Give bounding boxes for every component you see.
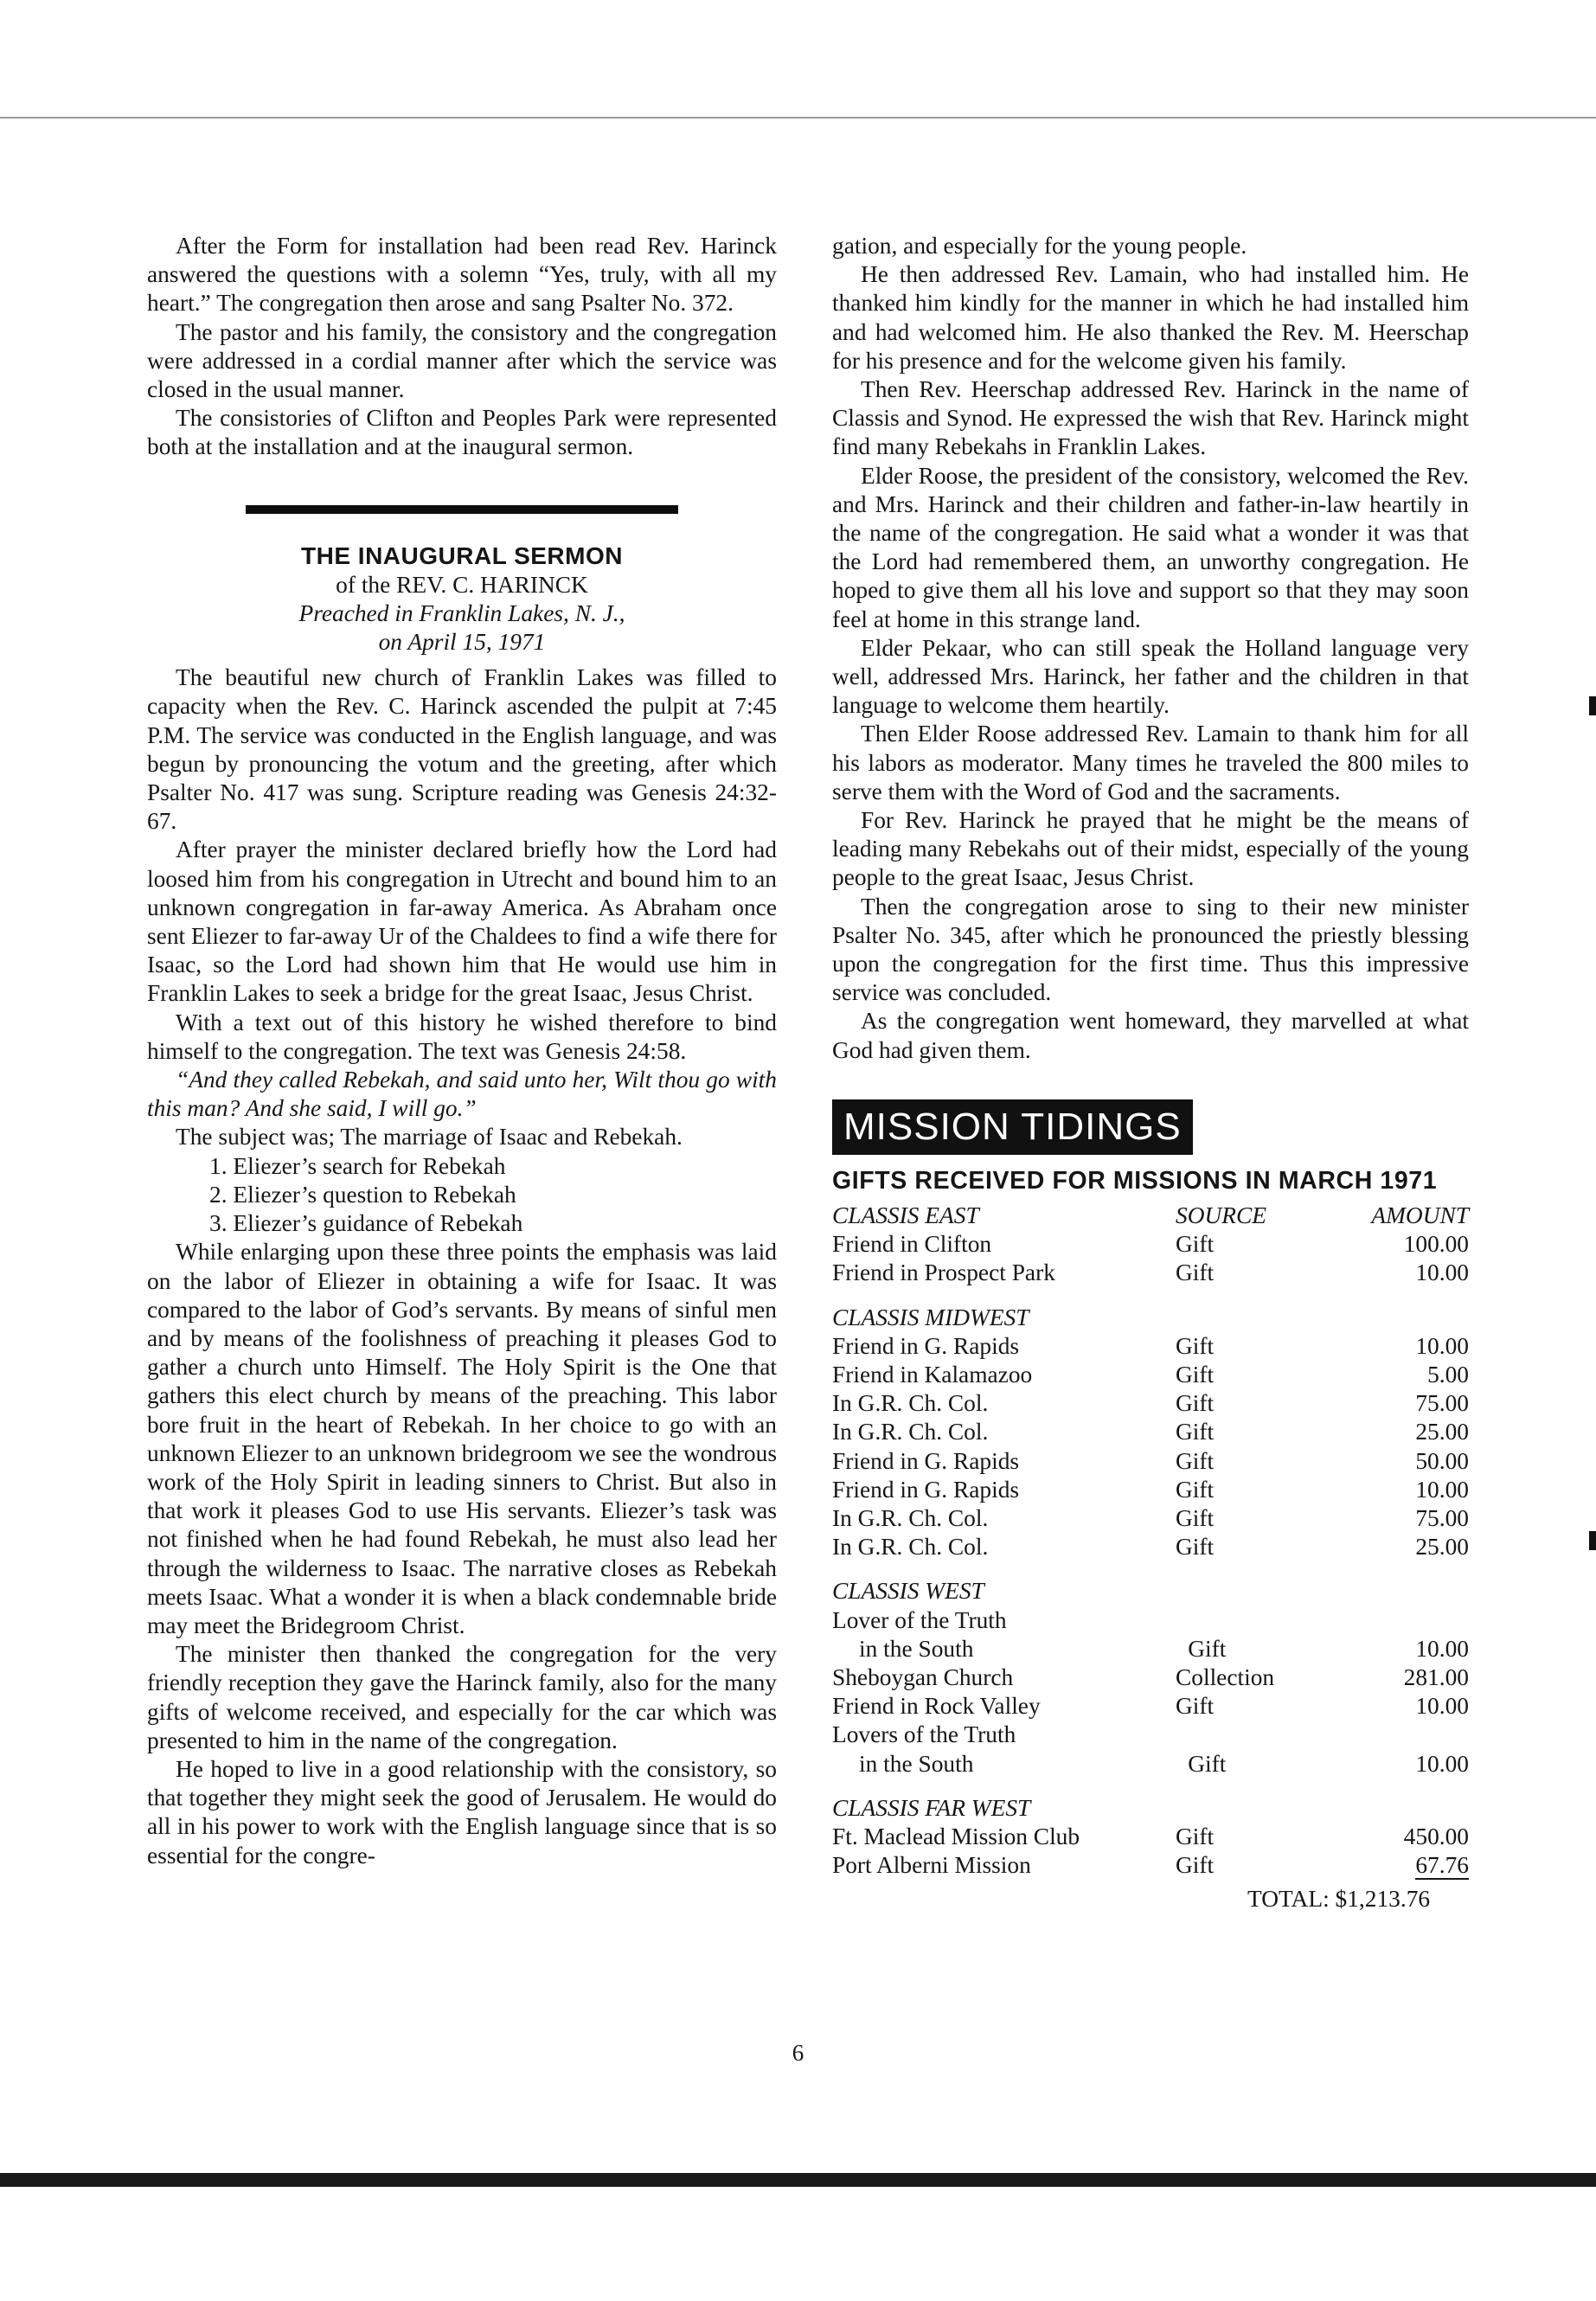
sermon-subject: The subject was; The marriage of Isaac and Rebekah. [176, 1124, 683, 1150]
gift-row: Lover of the Truth [832, 1606, 1007, 1633]
sermon-subtitle: of the REV. C. HARINCK [336, 571, 588, 598]
classis-midwest-heading: CLASSIS MIDWEST [832, 1304, 1029, 1330]
gift-row: Friend in Clifton Gift 100.00 [832, 1231, 1469, 1258]
continued-paragraph: gation, and especially for the young people. [832, 233, 1247, 259]
intro-paragraph: The consistories of Clifton and Peoples Park were represented both at the installation and at the inaugural sermon. [147, 405, 777, 460]
sermon-points [147, 1152, 777, 1239]
gifts-table-header [832, 1202, 1469, 1230]
gift-row: In G.R. Ch. Col. Gift 25.00 [832, 1419, 1469, 1445]
sermon-point: 1. Eliezer’s search for Rebekah [209, 1152, 506, 1179]
gift-row: Port Alberni Mission Gift 67.76 [832, 1852, 1469, 1879]
header-source: SOURCE [1176, 1202, 1266, 1228]
intro-paragraph: The pastor and his family, the consistory and the congregation were addressed in a cordial manner after which the service was closed in the usual manner. [147, 318, 777, 403]
body-paragraph: Then Rev. Heerschap addressed Rev. Harinck in the name of Classis and Synod. He expressed the wish that Rev. Harinck might find many Rebekahs in Franklin Lakes. [832, 376, 1469, 460]
gift-row: Friend in Prospect Park Gift 10.00 [832, 1259, 1469, 1286]
gift-row: Friend in G. Rapids Gift 50.00 [832, 1447, 1469, 1474]
scripture-quote: “And they called Rebekah, and said unto her, Wilt thou go with this man? And she said, I will go.” [147, 1067, 777, 1122]
scan-bottom-margin [0, 2173, 1596, 2301]
body-paragraph: As the congregation went homeward, they marvelled at what God had given them. [832, 1008, 1469, 1063]
gift-row: in the South Gift 10.00 [859, 1750, 1469, 1777]
body-paragraph: The beautiful new church of Franklin Lakes was filled to capacity when the Rev. C. Harinck ascended the pulpit at 7:45 P.M. The service was conducted in the English language, and was begun by pronouncing the votum and the greeting, after which Psalter No. 417 was sung. Scripture reading was Genesis 24:32-67. [147, 664, 777, 835]
body-paragraph: Then Elder Roose addressed Rev. Lamain to thank him for all his labors as moderator. Many times he traveled the 800 miles to serve them with the Word of God and the sacraments. [832, 721, 1469, 804]
left-column [147, 232, 777, 1870]
sermon-point: 2. Eliezer’s question to Rebekah [209, 1181, 516, 1208]
body-paragraph: Elder Roose, the president of the consistory, welcomed the Rev. and Mrs. Harinck and their children and father-in-law heartily in the name of the congregation. He said what a wonder it was that the Lord had remembered them, an unworthy congregation. He hoped to give them all his love and support so that they may soon feel at home in this strange land. [832, 462, 1469, 632]
gift-row: In G.R. Ch. Col. Gift 75.00 [832, 1504, 1469, 1531]
scan-top-margin [0, 0, 1596, 119]
scan-edge-mark [1589, 696, 1596, 715]
body-paragraph: He hoped to live in a good relationship with the consistory, so that together they might seek the good of Jerusalem. He would do all in his power to work with the English language since that is so essential for the congre- [147, 1755, 777, 1868]
body-paragraph: He then addressed Rev. Lamain, who had installed him. He thanked him kindly for the manner in which he had installed him and had welcomed him. He also thanked the Rev. M. Heerschap for his presence and for the welcome given his family. [832, 261, 1469, 374]
body-paragraph: With a text out of this history he wished therefore to bind himself to the congregation. The text was Genesis 24:58. [147, 1009, 777, 1064]
intro-paragraph: After the Form for installation had been read Rev. Harinck answered the questions with a solemn “Yes, truly, with all my heart.” The congregation then arose and sang Psalter No. 372. [147, 233, 777, 317]
gift-row: Ft. Maclead Mission Club Gift 450.00 [832, 1823, 1469, 1849]
header-classis-east: CLASSIS EAST [832, 1202, 979, 1228]
classis-farwest-heading: CLASSIS FAR WEST [832, 1794, 1031, 1821]
gift-row: In G.R. Ch. Col. Gift 25.00 [832, 1534, 1469, 1561]
body-paragraph: Then the congregation arose to sing to their new minister Psalter No. 345, after which he pronounced the priestly blessing upon the congregation for the first time. Thus this impressive service was concluded. [832, 893, 1469, 1006]
classis-west-heading: CLASSIS WEST [832, 1578, 984, 1605]
body-paragraph: While enlarging upon these three points the emphasis was laid on the labor of Eliezer in obtaining a wife for Isaac. It was compared to the labor of God’s servants. By means of sinful men and by means of the foolishness of preaching it pleases God to gather a church unto Himself. The Holy Spirit is the One that gathers this elect church by means of the preaching. This labor bore fruit in the heart of Rebekah. In her choice to go with an unknown Eliezer to an unknown bridegroom we see the wondrous work of the Holy Spirit in leading sinners to Christ. But also in that work it pleases God to use His servants. Eliezer’s task was not finished when he had found Rebekah, he must also lead her through the wilderness to Isaac. The narrative closes as Rebekah meets Isaac. What a wonder it is when a black condemnable bride may meet the Bridegroom Christ. [147, 1239, 777, 1638]
page-number: 6 [792, 2040, 804, 2066]
gifts-table [832, 1202, 1469, 1914]
sermon-date: on April 15, 1971 [378, 629, 546, 656]
gift-row: Friend in Kalamazoo Gift 5.00 [832, 1361, 1469, 1388]
sermon-title: THE INAUGURAL SERMON [301, 542, 623, 569]
gift-row: Lovers of the Truth [832, 1721, 1016, 1748]
body-paragraph: After prayer the minister declared briefly how the Lord had loosed him from his congregation in Utrecht and bound him to an unknown congregation in far-away America. As Abraham once sent Eliezer to far-away Ur of the Chaldees to find a wife there for Isaac, so the Lord had shown him that He would use him in Franklin Lakes to seek a bridge for the great Isaac, Jesus Christ. [147, 836, 777, 1007]
sermon-place: Preached in Franklin Lakes, N. J., [298, 599, 625, 626]
gift-row: in the South Gift 10.00 [859, 1635, 1469, 1662]
mission-tidings-banner: MISSION TIDINGS [832, 1099, 1193, 1155]
sermon-point: 3. Eliezer’s guidance of Rebekah [209, 1210, 523, 1237]
gift-row: In G.R. Ch. Col. Gift 75.00 [832, 1390, 1469, 1417]
header-amount: AMOUNT [1371, 1202, 1469, 1228]
gift-row: Friend in Rock Valley Gift 10.00 [832, 1693, 1469, 1720]
gifts-heading: GIFTS RECEIVED FOR MISSIONS IN MARCH 1971 [832, 1166, 1438, 1195]
body-paragraph: The minister then thanked the congregation for the very friendly reception they gave the Harinck family, also for the many gifts of welcome received, and especially for the car which was presented to him in the name of the congregation. [147, 1641, 777, 1753]
right-column [832, 232, 1469, 1914]
section-divider [246, 505, 678, 514]
gift-row: Sheboygan Church Collection 281.00 [832, 1663, 1469, 1690]
body-paragraph: Elder Pekaar, who can still speak the Holland language very well, addressed Mrs. Harinck, her father and the children in that language to welcome them heartily. [832, 634, 1469, 719]
gift-row: Friend in G. Rapids Gift 10.00 [832, 1332, 1469, 1359]
scan-bottom-bar [0, 2173, 1596, 2187]
gifts-total: TOTAL: $1,213.76 [1247, 1886, 1431, 1913]
body-paragraph: For Rev. Harinck he prayed that he might be the means of leading many Rebekahs out of their midst, especially of the young people to the great Isaac, Jesus Christ. [832, 807, 1469, 891]
gift-row: Friend in G. Rapids Gift 10.00 [832, 1476, 1469, 1503]
scan-edge-mark [1589, 1531, 1596, 1550]
